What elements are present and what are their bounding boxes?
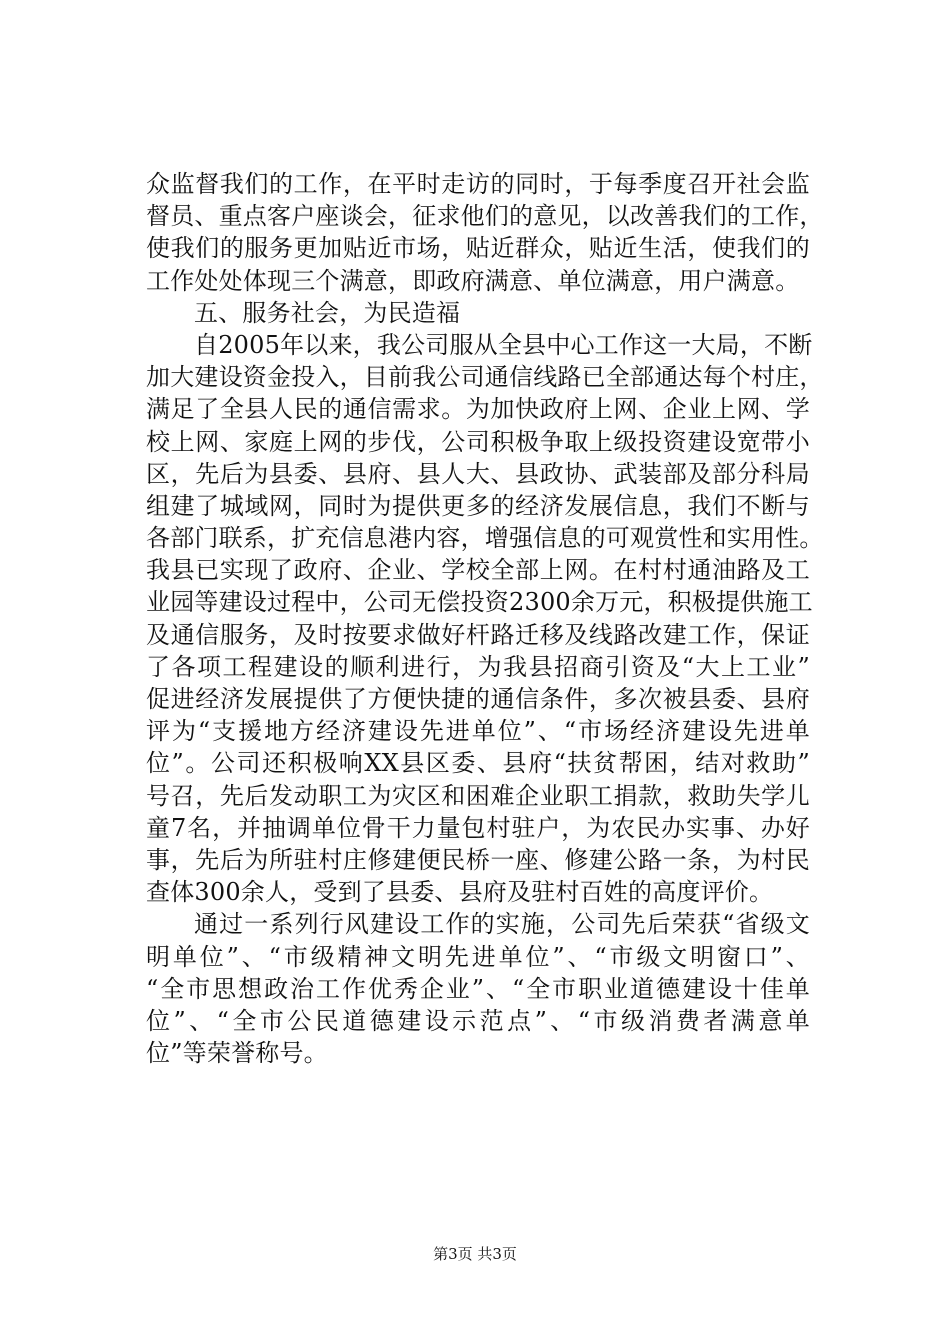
text-line: 童7名，并抽调单位骨干力量包村驻户，为农民办实事、办好 [146, 813, 810, 842]
text-line: 五、服务社会，为民造福 [194, 298, 461, 327]
text-line: 满足了全县人民的通信需求。为加快政府上网、企业上网、学 [146, 395, 810, 424]
text-line: 使我们的服务更加贴近市场，贴近群众，贴近生活，使我们的 [146, 234, 810, 263]
text-line: 我县已实现了政府、企业、学校全部上网。在村村通油路及工 [146, 556, 810, 585]
text-line: 校上网、家庭上网的步伐，公司积极争取上级投资建设宽带小 [146, 427, 810, 456]
text-line: 位”。公司还积极响XX县区委、县府“扶贫帮困，结对救助” [146, 749, 810, 778]
text-line: 查体300余人，受到了县委、县府及驻村百姓的高度评价。 [146, 878, 774, 907]
document-body [146, 168, 824, 1069]
paragraph [146, 329, 824, 908]
page-number-label: 第3页 共3页 [433, 1245, 517, 1263]
text-line: 区，先后为县委、县府、县人大、县政协、武装部及部分科局 [146, 459, 810, 488]
text-line: 评为“支援地方经济建设先进单位”、“市场经济建设先进单 [146, 717, 810, 746]
text-line: 位”等荣誉称号。 [146, 1039, 328, 1068]
text-line: 事，先后为所驻村庄修建便民桥一座、修建公路一条，为村民 [146, 845, 810, 874]
text-line: 组建了城域网，同时为提供更多的经济发展信息，我们不断与 [146, 491, 810, 520]
text-line: 众监督我们的工作，在平时走访的同时，于每季度召开社会监 [146, 170, 810, 198]
text-line: 各部门联系，扩充信息港内容，增强信息的可观赏性和实用性。 [146, 524, 824, 553]
paragraph [146, 168, 824, 297]
text-line: 及通信服务，及时按要求做好杆路迁移及线路改建工作，保证 [146, 620, 810, 649]
text-line: “全市思想政治工作优秀企业”、“全市职业道德建设十佳单 [146, 974, 810, 1003]
paragraph [146, 297, 810, 329]
text-line: 通过一系列行风建设工作的实施，公司先后荣获“省级文 [194, 910, 810, 939]
page-footer [0, 1244, 950, 1264]
text-line: 明单位”、“市级精神文明先进单位”、“市级文明窗口”、 [146, 942, 810, 971]
text-line: 督员、重点客户座谈会，征求他们的意见，以改善我们的工作， [146, 202, 824, 231]
text-line: 促进经济发展提供了方便快捷的通信条件，多次被县委、县府 [146, 685, 810, 713]
text-line: 工作处处体现三个满意，即政府满意、单位满意，用户满意。 [146, 266, 800, 295]
text-line: 加大建设资金投入，目前我公司通信线路已全部通达每个村庄， [146, 363, 824, 392]
text-line: 自2005年以来，我公司服从全县中心工作这一大局，不断 [194, 330, 813, 359]
text-line: 号召，先后发动职工为灾区和困难企业职工捐款，救助失学儿 [146, 781, 810, 810]
text-line: 位”、“全市公民道德建设示范点”、“市级消费者满意单 [146, 1006, 810, 1035]
paragraph [146, 908, 810, 1069]
text-line: 业园等建设过程中，公司无偿投资2300余万元，积极提供施工 [146, 588, 813, 617]
text-line: 了各项工程建设的顺利进行，为我县招商引资及“大上工业” [146, 652, 810, 681]
